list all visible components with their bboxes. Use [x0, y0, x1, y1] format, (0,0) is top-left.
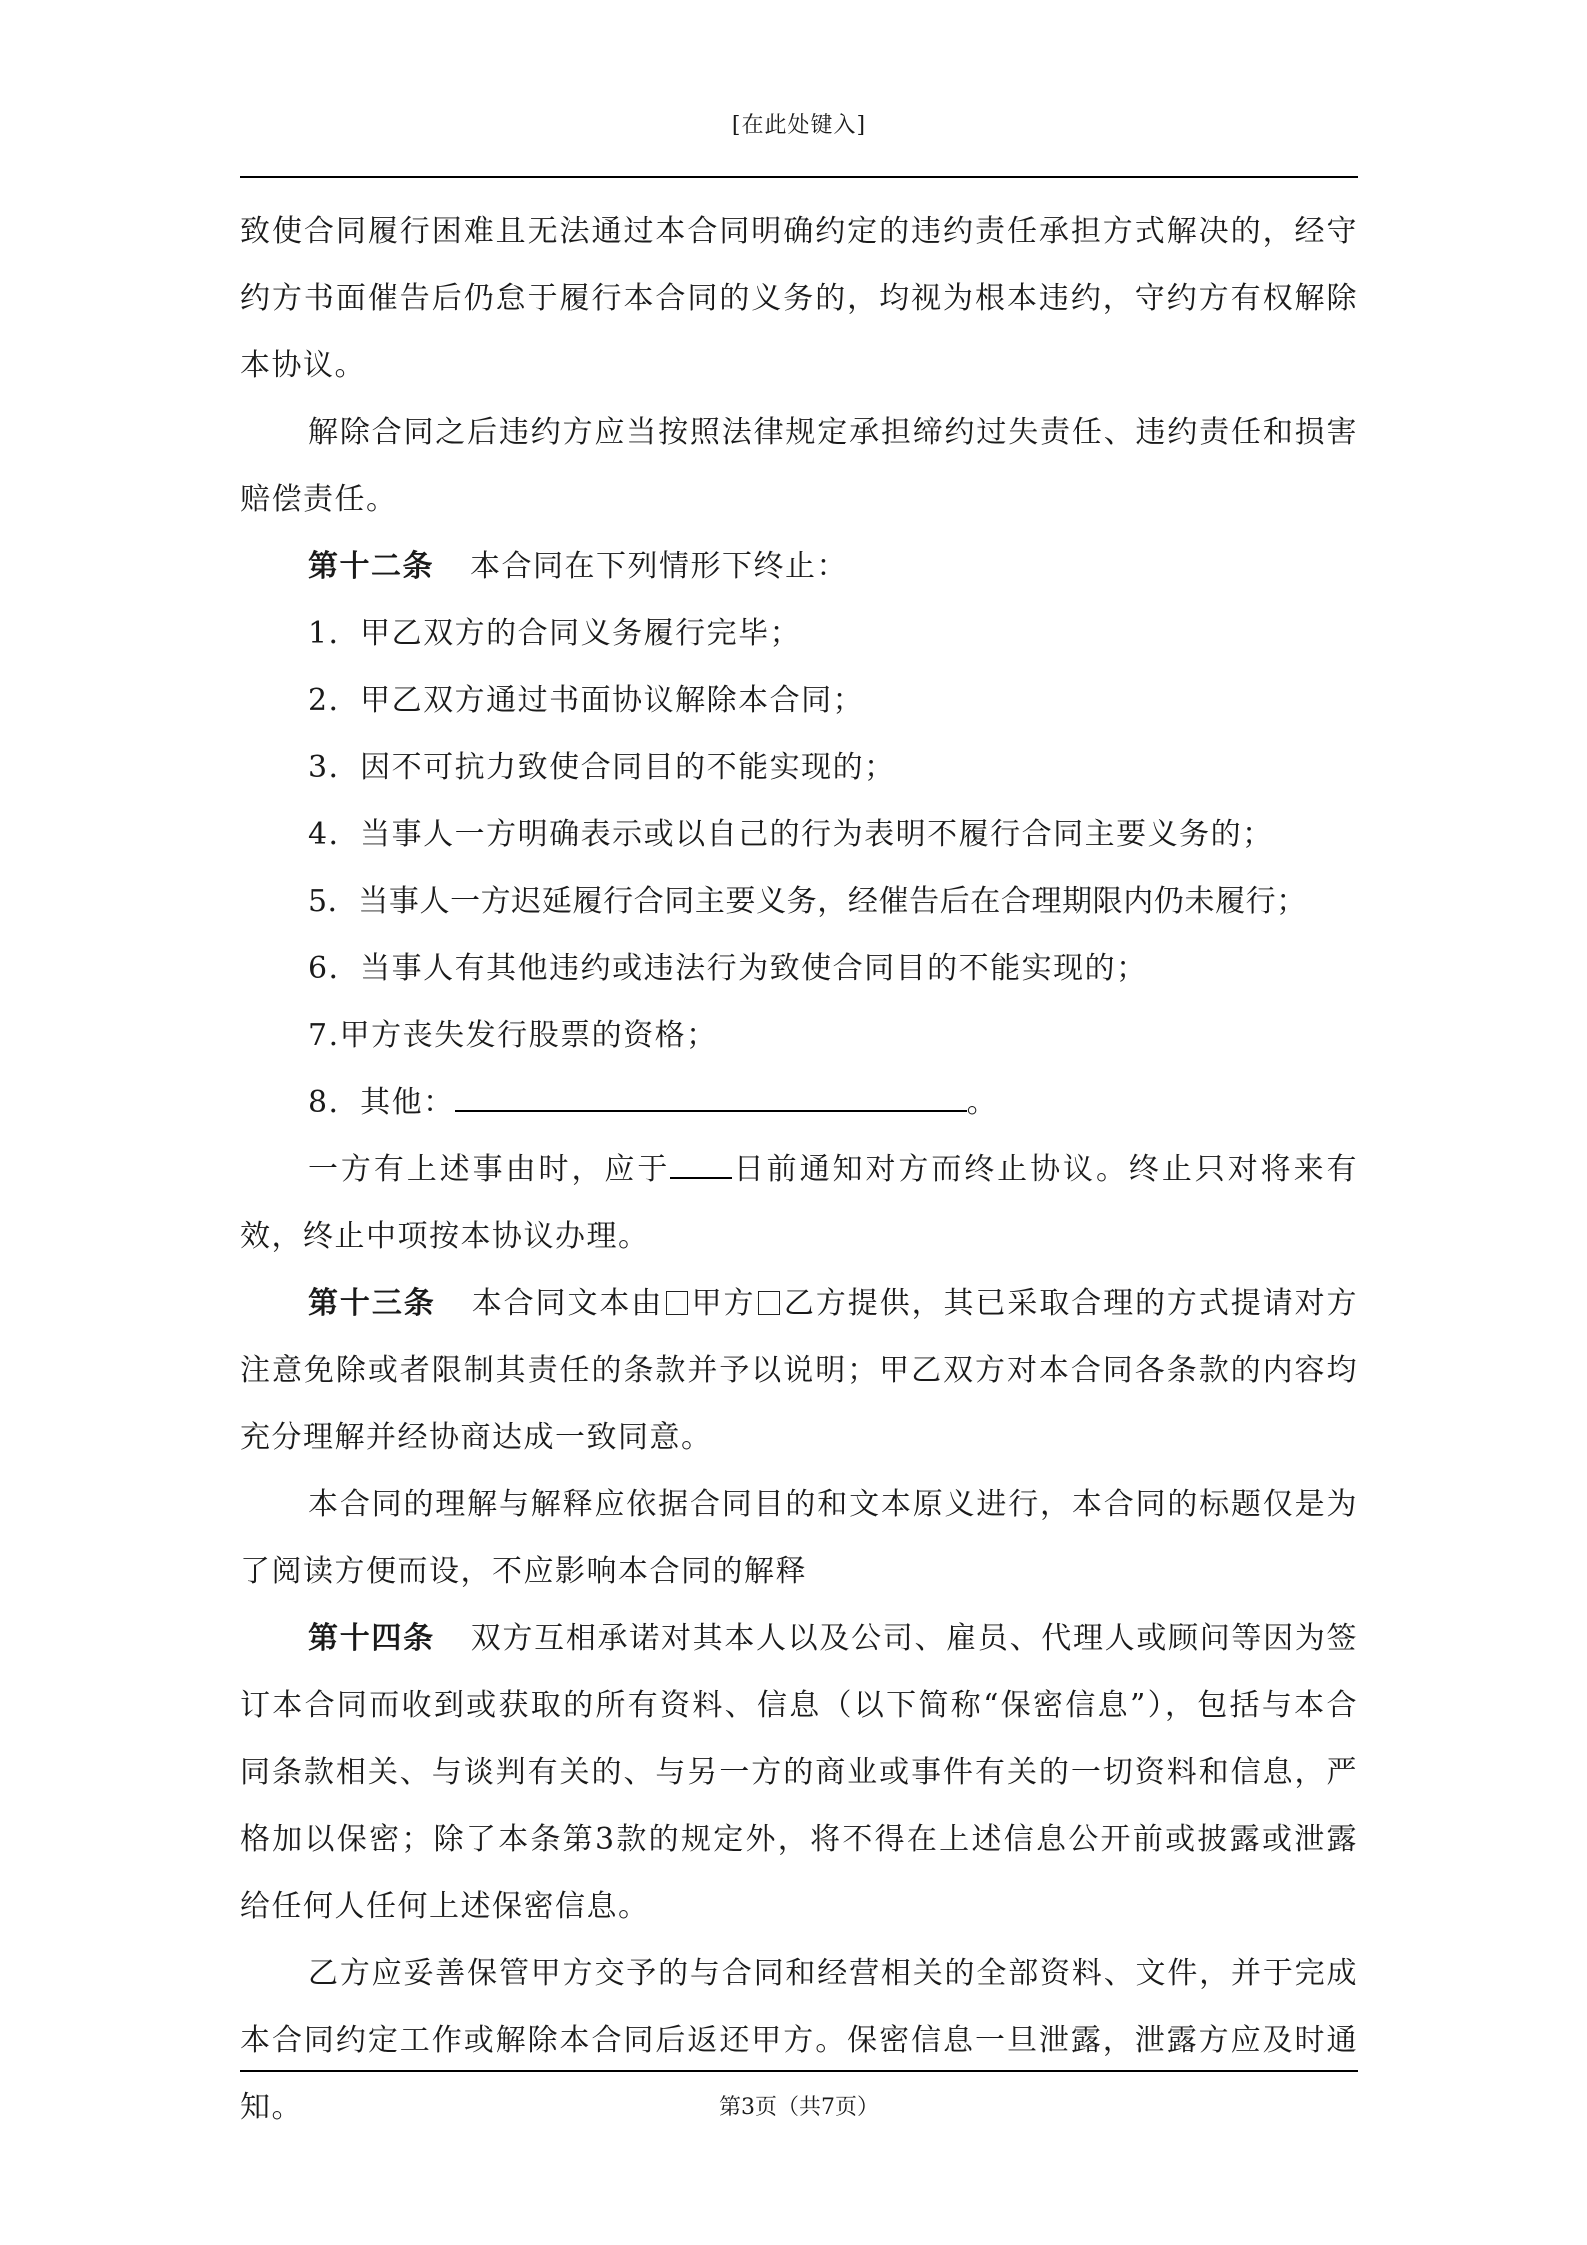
article-12-heading: 第十二条: [308, 549, 434, 584]
list-item: 4．当事人一方明确表示或以自己的行为表明不履行合同主要义务的；: [308, 817, 1274, 852]
paragraph-termination-cont: 致使合同履行困难且无法通过本合同明确约定的违约责任承担方式解决的，经守约方书面催告后仍怠于履行本合同的义务的，均视为根本违约，守约方有权解除本协议。: [240, 214, 1358, 383]
article-14-heading: 第十四条: [308, 1621, 435, 1656]
paragraph-confidentiality: 乙方应妥善保管甲方交予的与合同和经营相关的全部资料、文件，并于完成本合同约定工作或解除本合同后返还甲方。保密信息一旦泄露，泄露方应及时通知。: [240, 1956, 1358, 2125]
article-14-text: 双方互相承诺对其本人以及公司、雇员、代理人或顾问等因为签订本合同而收到或获取的所有资料、信息（以下简称“保密信息”），包括与本合同条款相关、与谈判有关的、与另一方的商业或事件有关的一切资料和信息，严格加以保密；除了本条第3款的规定外，将不得在上述信息公开前或披露或泄露给任何人任何上述保密信息。: [240, 1621, 1359, 1924]
article-13: [240, 1270, 1358, 1471]
page-number: 第3页（共7页）: [719, 2095, 879, 2120]
list-item: 5．当事人一方迟延履行合同主要义务，经催告后在合理期限内仍未履行；: [308, 884, 1307, 919]
page-header: [在此处键入]: [731, 113, 867, 138]
article-13-heading: 第十三条: [308, 1286, 436, 1321]
list-item: 7.甲方丧失发行股票的资格；: [308, 1018, 718, 1053]
article-13-text-rest: 乙方提供，其已采取合理的方式提请对方注意免除或者限制其责任的条款并予以说明；甲乙双方对本合同各条款的内容均充分理解并经协商达成一致同意。: [240, 1286, 1359, 1455]
paragraph-liability: 解除合同之后违约方应当按照法律规定承担缔约过失责任、违约责任和损害赔偿责任。: [240, 415, 1358, 517]
header-divider: [240, 176, 1358, 178]
other-blank-line: [455, 1086, 967, 1112]
list-item-other: [240, 1069, 1358, 1136]
article-13-option-a: 甲方: [691, 1286, 756, 1321]
paragraph-interpretation: 本合同的理解与解释应依据合同目的和文本原义进行，本合同的标题仅是为了阅读方便而设，不应影响本合同的解释: [240, 1487, 1358, 1589]
article-13-text-start: 本合同文本由: [471, 1286, 664, 1321]
paragraph-notice: [240, 1136, 1358, 1270]
document-body: [240, 198, 1358, 2141]
list-item: 1．甲乙双方的合同义务履行完毕；: [308, 616, 802, 651]
party-b-checkbox: [758, 1291, 780, 1315]
notice-days-blank: [670, 1153, 732, 1179]
article-12: [240, 533, 1358, 600]
list-item: 6．当事人有其他违约或违法行为致使合同目的不能实现的；: [308, 951, 1148, 986]
list-item: 3．因不可抗力致使合同目的不能实现的；: [308, 750, 896, 785]
notice-prefix: 一方有上述事由时，应于: [308, 1152, 671, 1187]
footer-divider: [240, 2070, 1358, 2072]
party-a-checkbox: [666, 1291, 688, 1315]
article-12-text: 本合同在下列情形下终止：: [470, 549, 848, 584]
other-label: 8．其他：: [308, 1085, 455, 1120]
other-suffix: 。: [966, 1085, 999, 1120]
list-item: 2．甲乙双方通过书面协议解除本合同；: [308, 683, 865, 718]
notice-suffix: 日前通知对方而终止协议。终止只对将来有效，终止中项按本协议办理。: [240, 1152, 1359, 1254]
article-14: [240, 1605, 1358, 1940]
